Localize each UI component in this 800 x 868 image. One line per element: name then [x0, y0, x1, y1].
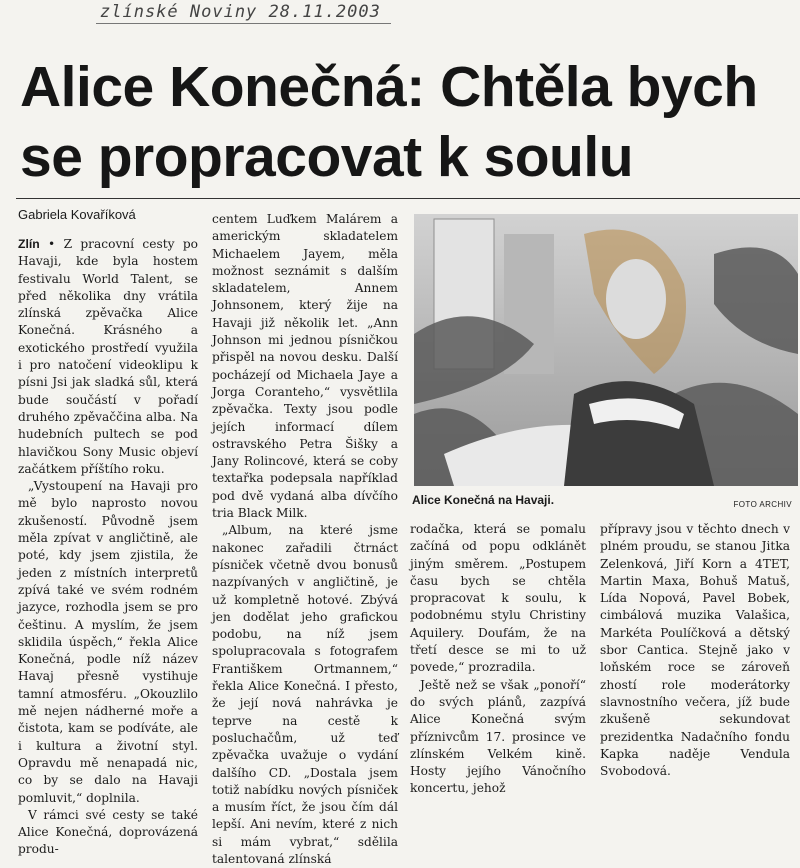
article-paragraph: centem Luďkem Malárem a americkým skladatelem Michaelem Jayem, měla možnost seznámit s dalším skladatelem, Annem Johnsonem, který žije na Havaji již několik let. „Ann Johnson mi jednou písničkou přispěl na novou desku. Další pocházejí od Michaela Jaye a Jorga Coranteho,“ vysvětlila zpěvačka. Texty jsou podle jejích informací dílem ostravského Petra Šišky a Jany Rolincové, která se coby textařka podepsala například pod dvě vydaná alba dívčího tria Black Milk.	[212, 212, 398, 521]
dateline: Zlín	[18, 237, 40, 251]
article-photo	[414, 214, 798, 486]
article-paragraph: „Vystoupení na Havaji pro mě bylo naprosto novou zkušeností. Původně jsem měla zpívat v angličtině, ale poté, kdy jsem zjistila, že jeden z místních interpretů zpívá také ve svém rodném jazyce, rozhodla jsem se pro češtinu. A myslím, že jsem sklidila úspěch,“ řekla Alice Konečná, podle níž název Havaj přesně vystihuje tamní atmosféru. „Okouzlilo mě nejen nádherné moře a čistota, kam se podíváte, ale i kultura a životní styl. Opravdu mě nenapadá nic, co by se dalo na Havaji pomluvit,“ doplnila.	[18, 479, 198, 805]
author-byline: Gabriela Kovaříková	[18, 207, 136, 222]
article-column-3	[410, 521, 586, 798]
article-paragraph: Zlín • Z pracovní cesty po Havaji, kde byla hostem festivalu World Talent, se před několika dny vrátila zlínská zpěvačka Alice Konečná. Krásného a exotického prostředí využila i pro natočení videoklipu k písni Jsi jak sladká sůl, která bude součástí v pořadí druhého zpěvaččina alba. Na hudebních pultech se pod hlavičkou Sony Music objeví začátkem příštího roku.	[18, 237, 198, 476]
article-paragraph: Ještě než se však „ponoří“ do svých plánů, zazpívá Alice Konečná svým příznivcům 17. prosince ve zlínském Velkém kině. Hosty jejího Vánočního koncertu, jehož	[410, 677, 586, 796]
article-paragraph: „Album, na které jsme nakonec zařadili čtrnáct písniček včetně dvou bonusů nazpívaných v angličtině, je už kompletně hotové. Zbývá jen dodělat jeho grafickou podobu, na níž jsem spolupracovala s fotografem Františkem Ortmannem,“ řekla Alice Konečná. I přesto, že její nová nahrávka je teprve na cestě k posluchačům, už teď zpěvačka uvažuje o vydání dalšího CD. „Dostala jsem totiž nabídku nových písniček a musím říct, že jsou čím dál lepší. Ani nevím, které z nich si mám vybrat,“ sdělila talentovaná zlínská	[212, 523, 398, 866]
photo-caption: Alice Konečná na Havaji.	[412, 493, 555, 507]
article-column-1	[18, 236, 198, 859]
handwritten-clipping-note: zlínské Noviny 28.11.2003	[96, 2, 391, 24]
article-paragraph: rodačka, která se pomalu začíná od popu odklánět jiným směrem. „Postupem času bych se chtěla propracovat k soulu, k podobnému stylu Christiny Aquilery. Doufám, že na třetí desce se mi to už povede,“ prozradila.	[410, 522, 586, 675]
article-column-2	[212, 211, 398, 868]
article-column-4	[600, 521, 790, 780]
article-paragraph: V rámci své cesty se také Alice Konečná, doprovázená produ-	[18, 807, 198, 857]
article-paragraph: přípravy jsou v těchto dnech v plném proudu, se stanou Jitka Zelenková, Jiří Korn a 4TET, Martin Maxa, Bohuš Matuš, Lída Nopová, Pavel Bobek, cimbálová muzika Valašica, Markéta Poulíčková a dětský sbor Cantica. Stejně jako v loňském roce se zároveň zhostí role moderátorky slavnostního večera, jíž bude zkušeně sekundovat prezidentka Nadačního fondu Kapka naděje Vendula Svobodová.	[600, 522, 790, 779]
photo-illustration	[414, 214, 798, 486]
headline: Alice Konečná: Chtěla bych se propracovat k soulu	[20, 55, 758, 189]
headline-rule	[16, 198, 800, 199]
photo-credit: FOTO ARCHIV	[733, 500, 792, 509]
